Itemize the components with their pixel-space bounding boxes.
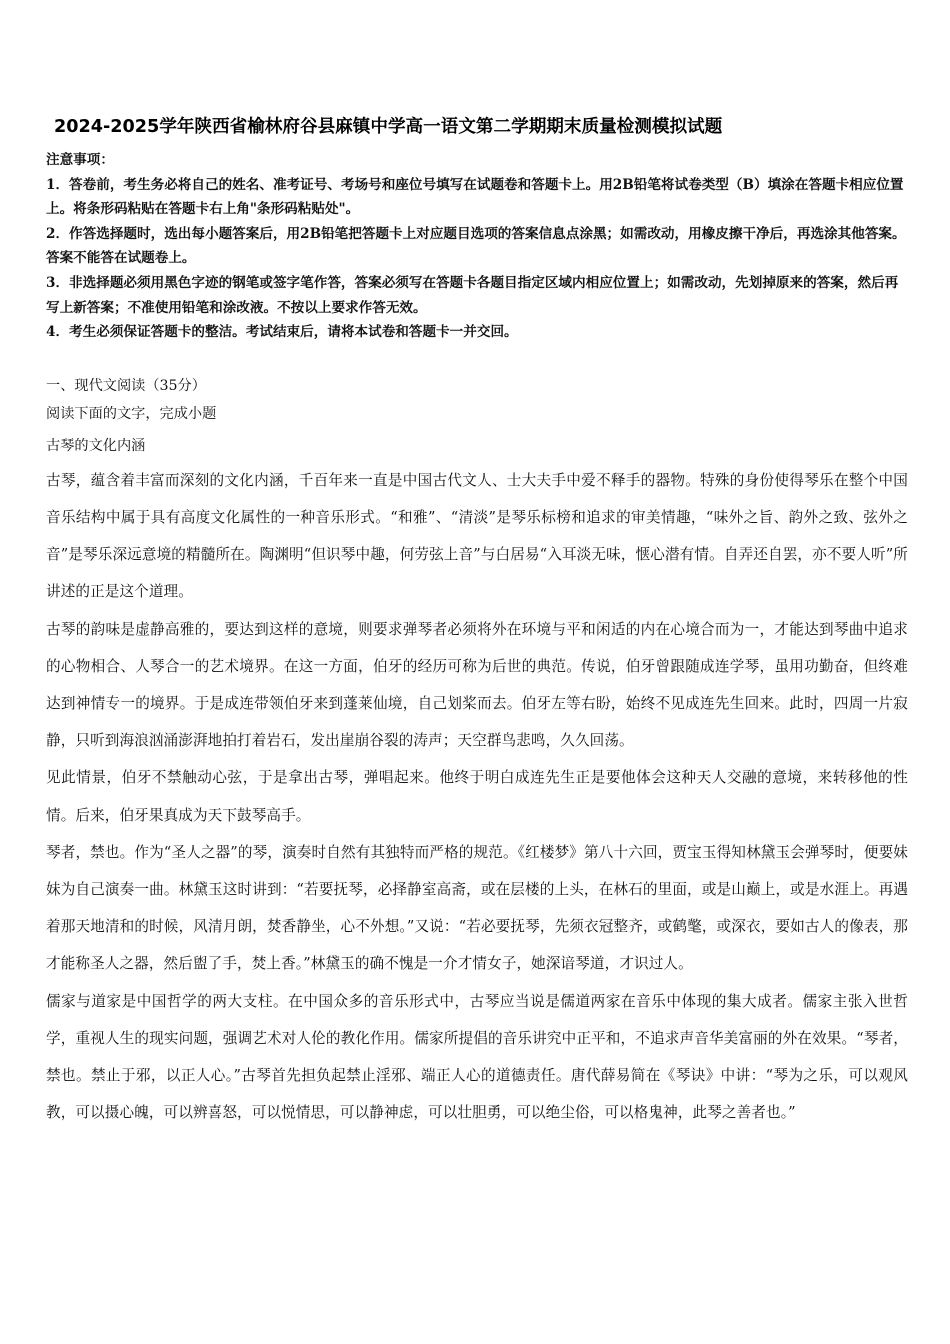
section-heading: 一、现代文阅读（35分） [46, 377, 206, 394]
article-paragraph-2: 古琴的韵味是虚静高雅的，要达到这样的意境，则要求弹琴者必须将外在环境与平和闲适的内在心境合而为一，才能达到琴曲中追求的心物相合、人琴合一的艺术境界。在这一方面，伯牙的经历可称为后世的典范。传说，伯牙曾跟随成连学琴，虽用功勤奋，但终难达到神情专一的境界。于是成连带领伯牙来到蓬莱仙境，自己划桨而去。伯牙左等右盼，始终不见成连先生回来。此时，四周一片寂静，只听到海浪汹涌澎湃地拍打着岩石，发出崖崩谷裂的涛声；天空群鸟悲鸣，久久回荡。 [46, 620, 908, 750]
article-paragraph-5: 儒家与道家是中国哲学的两大支柱。在中国众多的音乐形式中，古琴应当说是儒道两家在音乐中体现的集大成者。儒家主张入世哲学，重视人生的现实问题，强调艺术对人伦的教化作用。儒家所提倡的音乐讲究中正平和，不追求声音华美富丽的外在效果。“琴者，禁也。禁止于邪，以正人心。”古琴首先担负起禁止淫邪、端正人心的道德责任。唐代薛易简在《琴诀》中讲：“琴为之乐，可以观风教，可以摄心魄，可以辨喜怒，可以悦情思，可以静神虑，可以壮胆勇，可以绝尘俗，可以格鬼神，此琴之善者也。” [46, 992, 908, 1122]
article-paragraph-4: 琴者，禁也。作为“圣人之器”的琴，演奏时自然有其独特而严格的规范。《红楼梦》第八十六回，贾宝玉得知林黛玉会弹琴时，便要妹妹为自己演奏一曲。林黛玉这时讲到：“若要抚琴，必择静室高斋，或在层楼的上头，在林石的里面，或是山巅上，或是水涯上。再遇着那天地清和的时候，风清月朗，焚香静坐，心不外想。”又说：“若必要抚琴，先须衣冠整齐，或鹤氅，或深衣，要如古人的像表，那才能称圣人之器，然后盥了手，焚上香。”林黛玉的确不愧是一介才情女子，她深谙琴道，才识过人。 [46, 843, 908, 973]
reading-instruction: 阅读下面的文字，完成小题 [46, 405, 217, 422]
article-paragraph-3: 见此情景，伯牙不禁触动心弦，于是拿出古琴，弹唱起来。他终于明白成连先生正是要他体会这种天人交融的意境，来转移他的性情。后来，伯牙果真成为天下鼓琴高手。 [46, 769, 908, 824]
article-title: 古琴的文化内涵 [46, 437, 146, 454]
notice-block [46, 148, 908, 345]
document-title: 2024-2025学年陕西省榆林府谷县麻镇中学高一语文第二学期期末质量检测模拟试题 [54, 117, 723, 137]
notice-item-2: 2．作答选择题时，选出每小题答案后，用2B铅笔把答题卡上对应题目选项的答案信息点涂黑；如需改动，用橡皮擦干净后，再选涂其他答案。答案不能答在试题卷上。 [46, 225, 906, 267]
notice-item-4: 4．考生必须保证答题卡的整洁。考试结束后，请将本试卷和答题卡一并交回。 [46, 324, 518, 341]
notice-item-3: 3．非选择题必须用黑色字迹的钢笔或签字笔作答，答案必须写在答题卡各题目指定区域内相应位置上；如需改动，先划掉原来的答案，然后再写上新答案；不准使用铅笔和涂改液。不按以上要求作答无效。 [46, 274, 899, 316]
notice-item-1: 1．答卷前，考生务必将自己的姓名、准考证号、考场号和座位号填写在试题卷和答题卡上。用2B铅笔将试卷类型（B）填涂在答题卡相应位置上。将条形码粘贴在答题卡右上角"条形码粘贴处"。 [46, 176, 904, 218]
article-paragraph-1: 古琴，蕴含着丰富而深刻的文化内涵，千百年来一直是中国古代文人、士大夫手中爱不释手的器物。特殊的身份使得琴乐在整个中国音乐结构中属于具有高度文化属性的一种音乐形式。“和雅”、“清淡”是琴乐标榜和追求的审美情趣，“味外之旨、韵外之致、弦外之音”是琴乐深远意境的精髓所在。陶渊明“但识琴中趣，何劳弦上音”与白居易“入耳淡无味，惬心潜有情。自弄还自罢，亦不要人听”所讲述的正是这个道理。 [46, 471, 908, 601]
document-page [46, 110, 908, 1131]
notice-heading: 注意事项： [46, 152, 114, 168]
